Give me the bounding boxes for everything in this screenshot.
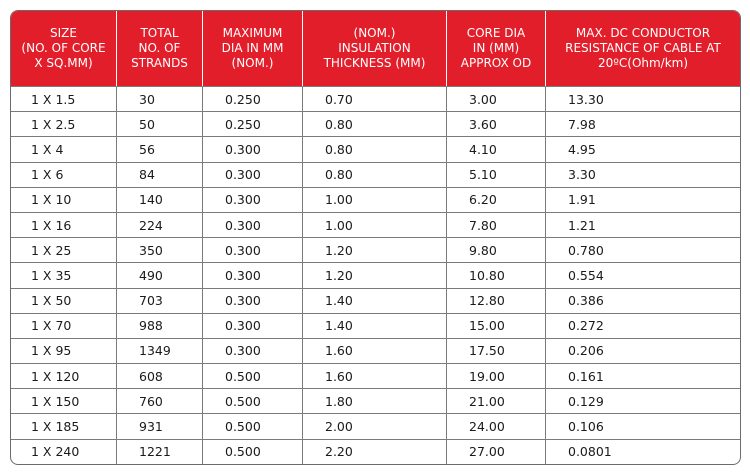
table-cell-size: 1 X 185 xyxy=(11,413,117,438)
column-header-line: MAX. DC CONDUCTOR xyxy=(575,26,711,40)
table-cell-size: 1 X 10 xyxy=(11,187,117,212)
table-cell-core-dia: 12.80 xyxy=(447,288,546,313)
table-cell-dc-resistance: 0.206 xyxy=(546,338,740,363)
table-cell-size: 1 X 35 xyxy=(11,262,117,287)
table-cell-dc-resistance: 1.21 xyxy=(546,212,740,237)
table-cell-insulation-thickness: 2.20 xyxy=(303,439,447,464)
table-row xyxy=(11,111,740,136)
table-cell-max-dia: 0.300 xyxy=(203,338,303,363)
column-header-line: APPROX OD xyxy=(460,56,532,70)
table-cell-max-dia: 0.500 xyxy=(203,439,303,464)
column-header-line: RESISTANCE OF CABLE AT xyxy=(565,41,721,55)
column-header-line: (NOM.) xyxy=(353,26,396,40)
table-cell-core-dia: 6.20 xyxy=(447,187,546,212)
table-cell-insulation-thickness: 1.80 xyxy=(303,388,447,413)
table-cell-dc-resistance: 0.272 xyxy=(546,313,740,338)
table-row xyxy=(11,136,740,161)
table-row xyxy=(11,237,740,262)
table-cell-strands: 50 xyxy=(117,111,203,136)
table-cell-size: 1 X 50 xyxy=(11,288,117,313)
table-body xyxy=(11,86,740,464)
table-cell-max-dia: 0.300 xyxy=(203,313,303,338)
table-header xyxy=(11,11,740,86)
table-row xyxy=(11,162,740,187)
table-cell-dc-resistance: 1.91 xyxy=(546,187,740,212)
column-header-line: (NO. OF CORE xyxy=(21,41,106,55)
column-header-core-dia xyxy=(447,11,546,86)
table-cell-strands: 490 xyxy=(117,262,203,287)
table-cell-size: 1 X 1.5 xyxy=(11,86,117,111)
table-cell-core-dia: 3.60 xyxy=(447,111,546,136)
table-cell-core-dia: 3.00 xyxy=(447,86,546,111)
table-cell-insulation-thickness: 1.40 xyxy=(303,288,447,313)
column-header-size xyxy=(11,11,117,86)
table-cell-max-dia: 0.300 xyxy=(203,237,303,262)
table-cell-dc-resistance: 0.554 xyxy=(546,262,740,287)
table-row xyxy=(11,338,740,363)
table-cell-insulation-thickness: 1.60 xyxy=(303,338,447,363)
table-cell-strands: 931 xyxy=(117,413,203,438)
table-cell-max-dia: 0.300 xyxy=(203,136,303,161)
table-cell-core-dia: 19.00 xyxy=(447,363,546,388)
column-header-line: IN (MM) xyxy=(472,41,520,55)
header-row xyxy=(11,11,740,86)
table-cell-dc-resistance: 0.106 xyxy=(546,413,740,438)
table-cell-dc-resistance: 13.30 xyxy=(546,86,740,111)
table-cell-core-dia: 15.00 xyxy=(447,313,546,338)
spec-table-container xyxy=(10,10,739,465)
table-row xyxy=(11,413,740,438)
table-cell-strands: 56 xyxy=(117,136,203,161)
table-cell-core-dia: 10.80 xyxy=(447,262,546,287)
table-cell-dc-resistance: 3.30 xyxy=(546,162,740,187)
table-cell-max-dia: 0.300 xyxy=(203,288,303,313)
column-header-max-dia xyxy=(203,11,303,86)
column-header-line: DIA IN MM xyxy=(221,41,284,55)
table-cell-size: 1 X 120 xyxy=(11,363,117,388)
table-cell-core-dia: 7.80 xyxy=(447,212,546,237)
column-header-line: (NOM.) xyxy=(231,56,274,70)
column-header-line: MAXIMUM xyxy=(222,26,283,40)
column-header-strands xyxy=(117,11,203,86)
table-cell-max-dia: 0.300 xyxy=(203,262,303,287)
column-header-insulation-thickness xyxy=(303,11,447,86)
column-header-line: X SQ.MM) xyxy=(34,56,93,70)
table-cell-max-dia: 0.500 xyxy=(203,363,303,388)
table-cell-strands: 30 xyxy=(117,86,203,111)
table-cell-core-dia: 21.00 xyxy=(447,388,546,413)
table-cell-strands: 84 xyxy=(117,162,203,187)
table-row xyxy=(11,187,740,212)
table-cell-strands: 224 xyxy=(117,212,203,237)
table-row xyxy=(11,439,740,464)
table-row xyxy=(11,86,740,111)
table-cell-insulation-thickness: 1.20 xyxy=(303,237,447,262)
table-row xyxy=(11,388,740,413)
table-cell-strands: 350 xyxy=(117,237,203,262)
column-header-line: INSULATION xyxy=(338,41,411,55)
table-cell-insulation-thickness: 1.40 xyxy=(303,313,447,338)
column-header-line: NO. OF xyxy=(138,41,181,55)
table-cell-core-dia: 5.10 xyxy=(447,162,546,187)
table-cell-core-dia: 9.80 xyxy=(447,237,546,262)
table-cell-core-dia: 17.50 xyxy=(447,338,546,363)
table-cell-insulation-thickness: 0.80 xyxy=(303,136,447,161)
table-cell-strands: 703 xyxy=(117,288,203,313)
table-cell-insulation-thickness: 0.80 xyxy=(303,162,447,187)
table-row xyxy=(11,313,740,338)
table-cell-max-dia: 0.250 xyxy=(203,111,303,136)
table-cell-strands: 1349 xyxy=(117,338,203,363)
table-cell-size: 1 X 25 xyxy=(11,237,117,262)
column-header-dc-resistance xyxy=(546,11,740,86)
table-row xyxy=(11,363,740,388)
table-cell-size: 1 X 70 xyxy=(11,313,117,338)
column-header-line: STRANDS xyxy=(131,56,188,70)
table-cell-dc-resistance: 0.129 xyxy=(546,388,740,413)
table-cell-max-dia: 0.300 xyxy=(203,212,303,237)
table-cell-dc-resistance: 0.161 xyxy=(546,363,740,388)
table-cell-dc-resistance: 7.98 xyxy=(546,111,740,136)
table-cell-insulation-thickness: 1.20 xyxy=(303,262,447,287)
table-cell-insulation-thickness: 2.00 xyxy=(303,413,447,438)
table-cell-size: 1 X 240 xyxy=(11,439,117,464)
column-header-line: THICKNESS (MM) xyxy=(323,56,426,70)
table-cell-strands: 608 xyxy=(117,363,203,388)
table-cell-insulation-thickness: 0.80 xyxy=(303,111,447,136)
table-cell-insulation-thickness: 1.00 xyxy=(303,187,447,212)
column-header-line: CORE DIA xyxy=(466,26,526,40)
table-cell-size: 1 X 16 xyxy=(11,212,117,237)
table-row xyxy=(11,212,740,237)
table-cell-strands: 988 xyxy=(117,313,203,338)
table-cell-dc-resistance: 4.95 xyxy=(546,136,740,161)
table-cell-max-dia: 0.500 xyxy=(203,388,303,413)
cable-spec-table xyxy=(10,10,741,465)
table-cell-size: 1 X 150 xyxy=(11,388,117,413)
table-cell-insulation-thickness: 1.60 xyxy=(303,363,447,388)
table-cell-insulation-thickness: 0.70 xyxy=(303,86,447,111)
table-cell-size: 1 X 4 xyxy=(11,136,117,161)
table-cell-strands: 1221 xyxy=(117,439,203,464)
table-row xyxy=(11,288,740,313)
table-cell-core-dia: 24.00 xyxy=(447,413,546,438)
table-cell-dc-resistance: 0.0801 xyxy=(546,439,740,464)
table-cell-size: 1 X 6 xyxy=(11,162,117,187)
table-cell-max-dia: 0.500 xyxy=(203,413,303,438)
table-cell-max-dia: 0.250 xyxy=(203,86,303,111)
table-cell-size: 1 X 95 xyxy=(11,338,117,363)
column-header-line: SIZE xyxy=(50,26,77,40)
column-header-line: TOTAL xyxy=(140,26,179,40)
table-cell-strands: 760 xyxy=(117,388,203,413)
column-header-line: 20ºC(Ohm/km) xyxy=(597,56,689,70)
table-cell-strands: 140 xyxy=(117,187,203,212)
table-cell-size: 1 X 2.5 xyxy=(11,111,117,136)
table-cell-dc-resistance: 0.386 xyxy=(546,288,740,313)
table-cell-core-dia: 27.00 xyxy=(447,439,546,464)
table-cell-core-dia: 4.10 xyxy=(447,136,546,161)
table-cell-insulation-thickness: 1.00 xyxy=(303,212,447,237)
table-row xyxy=(11,262,740,287)
table-cell-max-dia: 0.300 xyxy=(203,162,303,187)
table-cell-max-dia: 0.300 xyxy=(203,187,303,212)
table-cell-dc-resistance: 0.780 xyxy=(546,237,740,262)
